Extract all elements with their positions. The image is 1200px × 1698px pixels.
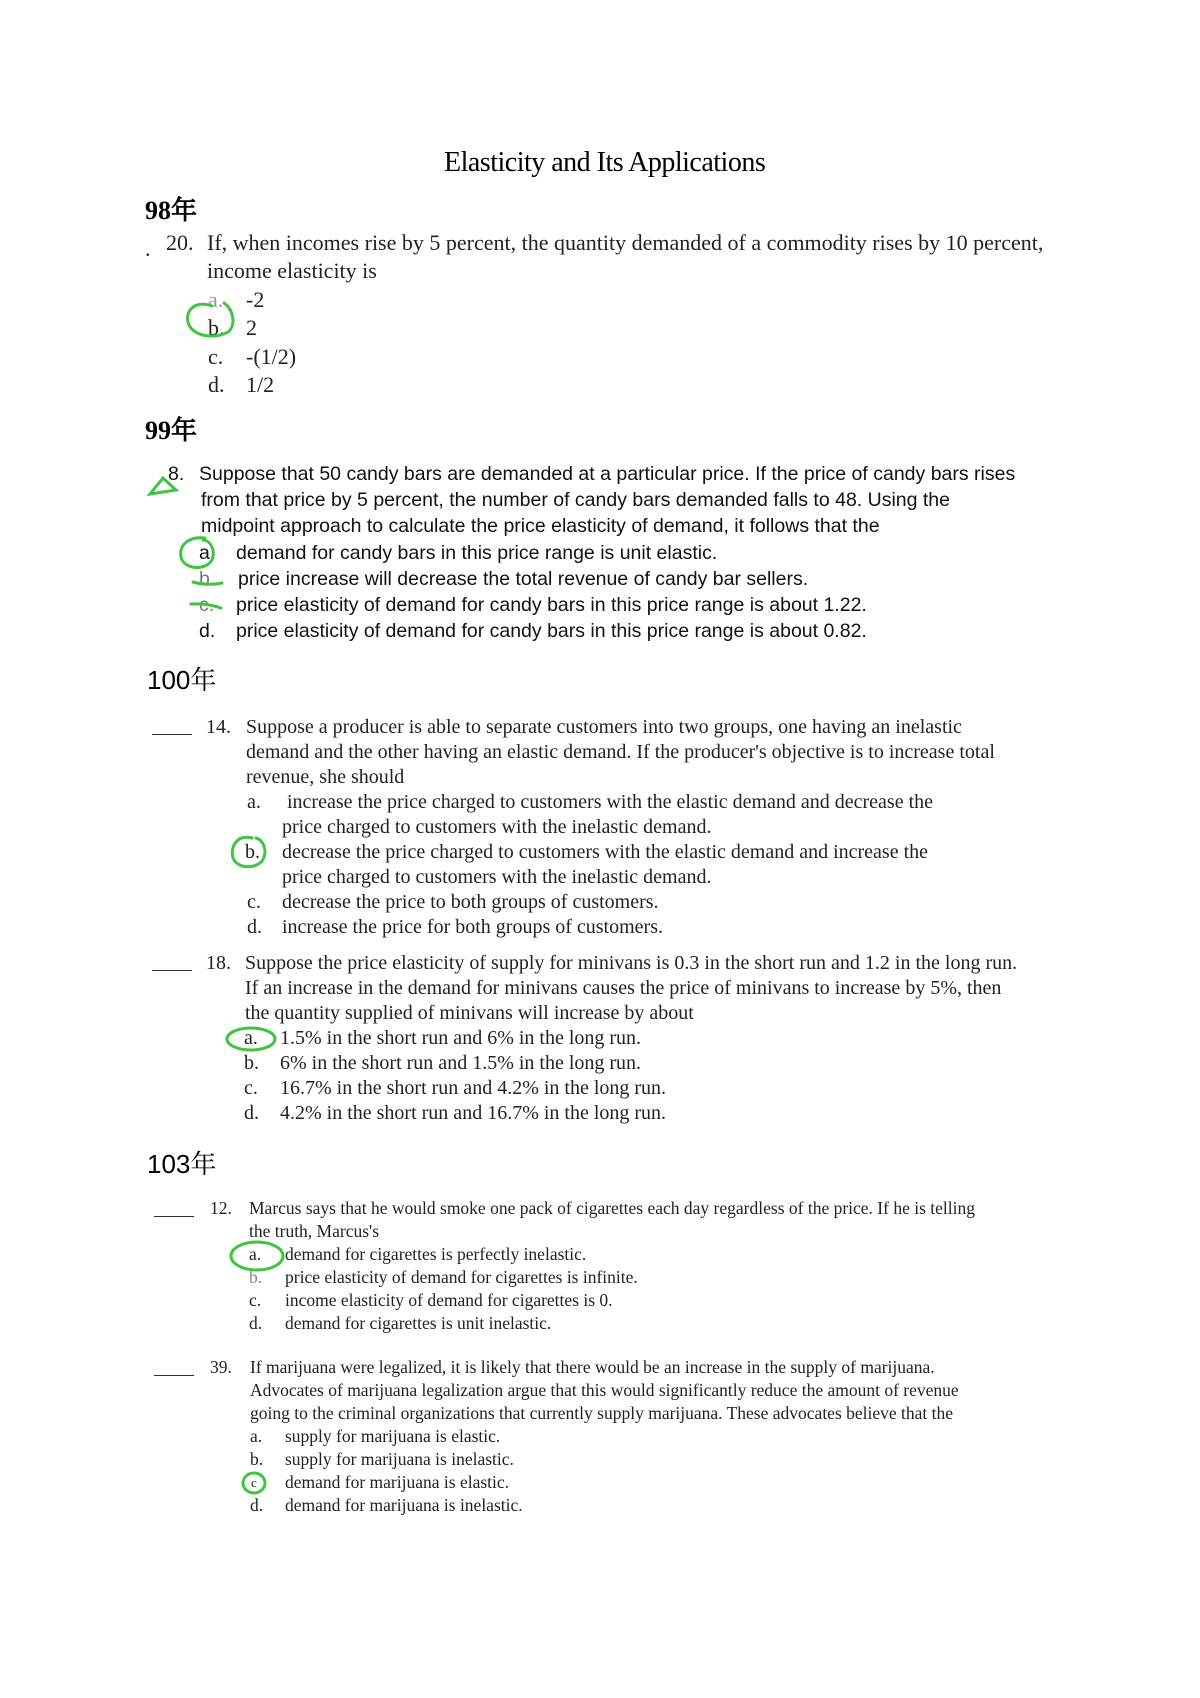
option-text-line: increase the price charged to customers with the elastic demand and decrease the xyxy=(287,791,934,813)
option-letter: d. xyxy=(199,620,216,642)
option-letter: d. xyxy=(247,916,262,938)
question-text-line: Advocates of marijuana legalization argue that this would significantly reduce the amount of revenue xyxy=(250,1380,959,1400)
option-letter: a xyxy=(199,542,210,564)
question-text-line: the truth, Marcus's xyxy=(249,1221,380,1241)
question-text-line: midpoint approach to calculate the price elasticity of demand, it follows that the xyxy=(201,515,880,537)
answer-blank xyxy=(154,1204,194,1222)
question-bullet: . xyxy=(145,236,151,261)
option-text: demand for cigarettes is unit inelastic. xyxy=(285,1313,552,1333)
option-letter: c. xyxy=(244,1077,258,1099)
question-text-line: Suppose a producer is able to separate customers into two groups, one having an inelastic xyxy=(246,716,962,738)
question-number: 14. xyxy=(206,716,231,738)
option-letter: d. xyxy=(244,1102,259,1124)
option-letter: a. xyxy=(208,287,224,312)
option-letter: d. xyxy=(249,1313,263,1333)
option-text: 4.2% in the short run and 16.7% in the long run. xyxy=(280,1102,667,1124)
question-text-line: Marcus says that he would smoke one pack of cigarettes each day regardless of the price. If he is telling xyxy=(249,1198,975,1218)
year-heading-99: 99年 xyxy=(145,416,198,445)
question-number: 20. xyxy=(166,230,194,255)
question-text-line: from that price by 5 percent, the number of candy bars demanded falls to 48. Using the xyxy=(201,489,950,511)
option-text-line: price charged to customers with the inelastic demand. xyxy=(282,816,712,838)
option-text: price elasticity of demand for candy bars in this price range is about 0.82. xyxy=(236,620,867,642)
option-text: 6% in the short run and 1.5% in the long run. xyxy=(280,1052,642,1074)
option-letter: a. xyxy=(244,1027,258,1049)
answer-blank xyxy=(154,1363,194,1381)
option-text: 2 xyxy=(246,315,257,340)
option-text: price elasticity of demand for candy bars in this price range is about 1.22. xyxy=(236,594,867,616)
option-letter: a. xyxy=(249,1244,262,1264)
option-letter: c. xyxy=(199,594,215,616)
option-text: demand for cigarettes is perfectly inelastic. xyxy=(285,1244,587,1264)
option-letter: b. xyxy=(249,1267,263,1287)
option-text: demand for marijuana is inelastic. xyxy=(285,1495,523,1515)
option-text: income elasticity of demand for cigarettes is 0. xyxy=(285,1290,613,1310)
question-text-line: If an increase in the demand for minivans causes the price of minivans to increase by 5%, then xyxy=(245,977,1002,999)
option-letter: b. xyxy=(208,315,225,340)
question-text-line: If marijuana were legalized, it is likely that there would be an increase in the supply of marijuana. xyxy=(250,1357,935,1377)
option-letter: b. xyxy=(245,841,260,863)
question-number: 39. xyxy=(210,1357,232,1377)
option-text: price elasticity of demand for cigarettes is infinite. xyxy=(285,1267,638,1287)
option-text: 1.5% in the short run and 6% in the long run. xyxy=(280,1027,642,1049)
question-text-line: Suppose the price elasticity of supply for minivans is 0.3 in the short run and 1.2 in the long run. xyxy=(245,952,1018,974)
option-text: price increase will decrease the total revenue of candy bar sellers. xyxy=(238,568,809,590)
option-text: -2 xyxy=(246,287,265,312)
year-heading-100: 100年 xyxy=(147,665,217,695)
option-letter: a. xyxy=(250,1426,263,1446)
question-text-line: the quantity supplied of minivans will increase by about xyxy=(245,1002,694,1024)
option-letter: d. xyxy=(208,372,225,397)
option-text: demand for marijuana is elastic. xyxy=(285,1472,510,1492)
option-text-line: increase the price for both groups of customers. xyxy=(282,916,663,938)
option-text-line: price charged to customers with the inelastic demand. xyxy=(282,866,712,888)
year-heading-98: 98年 xyxy=(145,196,198,225)
option-text-line: decrease the price to both groups of customers. xyxy=(282,891,659,913)
option-text: supply for marijuana is elastic. xyxy=(285,1426,501,1446)
option-letter: b. xyxy=(199,568,216,590)
option-letter: c xyxy=(251,1475,257,1490)
question-text-line: demand and the other having an elastic demand. If the producer's objective is to increase total xyxy=(246,741,995,763)
option-letter: d. xyxy=(250,1495,264,1515)
answer-blank xyxy=(152,722,192,740)
question-text-line: Suppose that 50 candy bars are demanded at a particular price. If the price of candy bars rises xyxy=(199,463,1016,485)
question-text-line: If, when incomes rise by 5 percent, the quantity demanded of a commodity rises by 10 percent, xyxy=(207,230,1044,255)
question-text-line: going to the criminal organizations that currently supply marijuana. These advocates believe that the xyxy=(250,1403,954,1423)
option-letter: c. xyxy=(247,891,261,913)
option-text-line: decrease the price charged to customers with the elastic demand and increase the xyxy=(282,841,929,863)
option-text: supply for marijuana is inelastic. xyxy=(285,1449,514,1469)
question-text-line: income elasticity is xyxy=(207,258,377,283)
option-text: -(1/2) xyxy=(246,344,297,369)
option-letter: b. xyxy=(250,1449,264,1469)
option-letter: c. xyxy=(249,1290,262,1310)
option-letter: a. xyxy=(247,791,261,813)
year-heading-103: 103年 xyxy=(147,1149,217,1179)
option-text: 16.7% in the short run and 4.2% in the long run. xyxy=(280,1077,667,1099)
page-title: Elasticity and Its Applications xyxy=(444,147,766,178)
option-letter: c. xyxy=(208,344,224,369)
option-text: demand for candy bars in this price range is unit elastic. xyxy=(236,542,718,564)
question-number: 12. xyxy=(210,1198,232,1218)
answer-blank xyxy=(152,958,192,976)
question-number: 18. xyxy=(206,952,231,974)
question-text-line: revenue, she should xyxy=(246,766,405,788)
option-letter: b. xyxy=(244,1052,259,1074)
option-text: 1/2 xyxy=(246,372,275,397)
question-number: 8. xyxy=(168,463,185,485)
